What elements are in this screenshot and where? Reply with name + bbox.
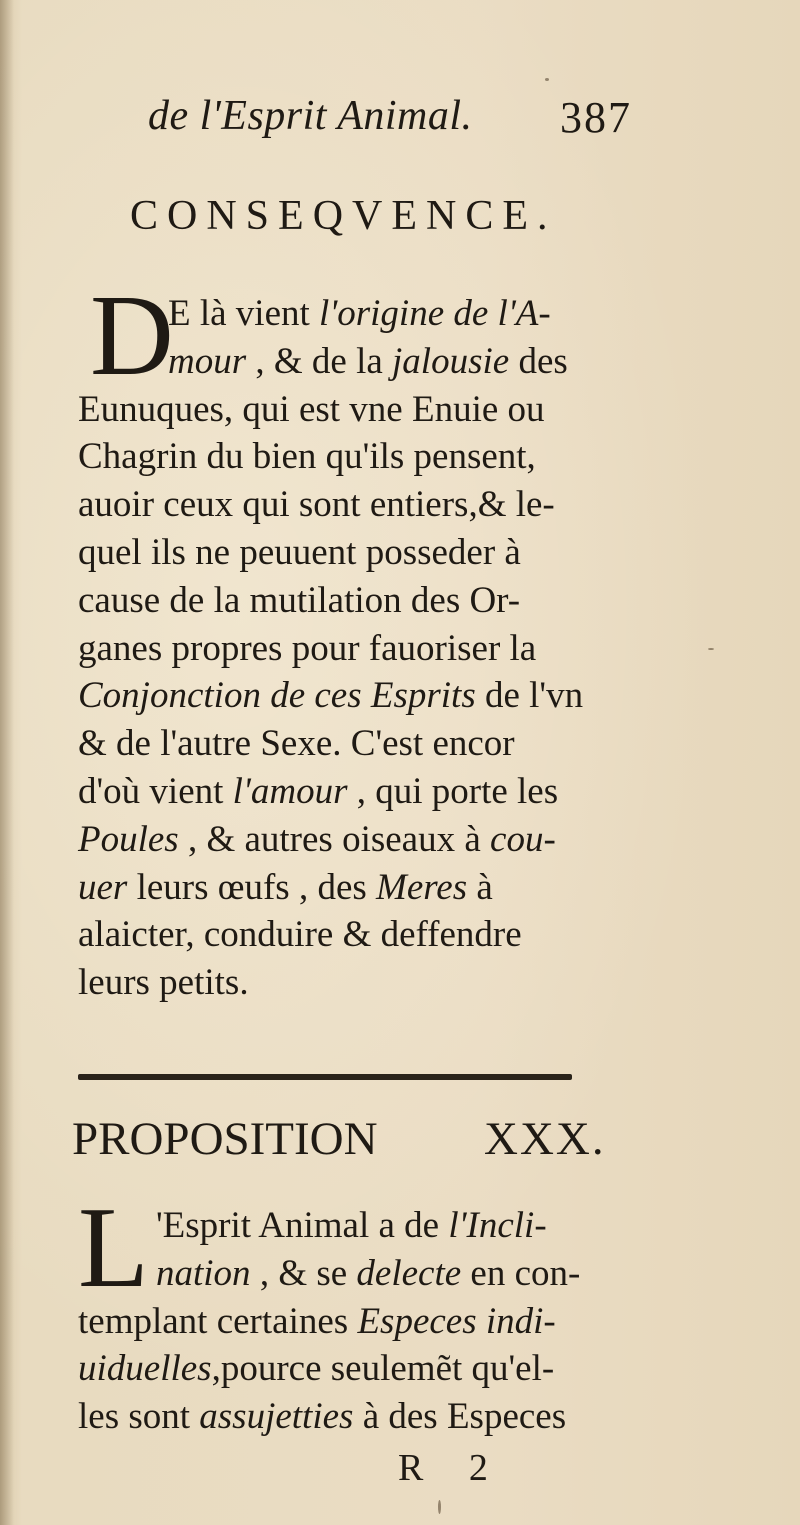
italic-text: nation	[156, 1252, 251, 1294]
page-number: 387	[560, 93, 632, 142]
drop-cap: L	[78, 1184, 149, 1312]
text-run: des	[509, 340, 568, 382]
signature-mark: R 2	[398, 1447, 506, 1489]
text-line	[78, 481, 638, 529]
text-line	[78, 816, 638, 864]
text-line	[78, 625, 638, 673]
italic-text: mour	[168, 340, 247, 382]
text-run: en con-	[461, 1252, 581, 1294]
text-run: les sont	[78, 1396, 200, 1438]
text-run: , & se	[250, 1252, 357, 1294]
text-run: Eunuques, qui est vne Enuie ou	[78, 388, 545, 430]
text-run: de l'vn	[475, 675, 584, 717]
text-run: E là vient	[168, 293, 320, 334]
text-run: & de l'autre Sexe. C'est encor	[78, 723, 515, 765]
text-run: d'où vient	[78, 770, 233, 812]
text-run: auoir ceux qui sont entiers,& le-	[78, 484, 555, 526]
text-line	[78, 1345, 638, 1393]
text-run: ,pource seulemẽt qu'el-	[211, 1348, 555, 1390]
italic-text: delecte	[356, 1252, 462, 1294]
text-run: alaicter, conduire & deffendre	[78, 914, 522, 956]
italic-text: Meres	[376, 866, 468, 908]
paper-speck	[708, 648, 714, 650]
text-line	[78, 1393, 638, 1441]
italic-text: uer	[78, 866, 128, 908]
paragraph-proposition	[78, 1184, 638, 1441]
italic-text: uiduelles	[78, 1348, 212, 1390]
text-run: leurs petits.	[78, 962, 249, 1004]
text-run: à des Especes	[353, 1396, 567, 1438]
text-line	[78, 959, 638, 1007]
text-line	[78, 1202, 638, 1250]
text-run: Chagrin du bien qu'ils pensent,	[78, 436, 536, 478]
section-rule	[78, 1074, 572, 1080]
text-line	[78, 577, 638, 625]
italic-text: jalousie	[392, 340, 510, 382]
paper-speck	[545, 78, 549, 81]
text-line	[78, 911, 638, 959]
drop-cap: D	[90, 272, 174, 400]
italic-text: Especes indi-	[357, 1300, 556, 1342]
text-run: templant certaines	[78, 1300, 358, 1342]
text-line	[78, 672, 638, 720]
section-heading: CONSEQVENCE.	[130, 193, 557, 239]
text-line	[78, 433, 638, 481]
proposition-heading: PROPOSITION	[72, 1113, 378, 1165]
text-run: , & de la	[246, 340, 393, 382]
text-run: quel ils ne peuuent posseder à	[78, 531, 521, 573]
text-line	[78, 1250, 638, 1298]
text-run: 'Esprit Animal a de	[156, 1205, 449, 1246]
proposition-number: XXX.	[484, 1113, 606, 1165]
text-line	[78, 768, 638, 816]
italic-text: assujetties	[199, 1396, 354, 1438]
paper-speck	[438, 1500, 441, 1514]
italic-text: Poules	[78, 818, 179, 860]
italic-text: cou-	[490, 818, 556, 860]
text-run: à	[467, 866, 493, 908]
text-line	[78, 720, 638, 768]
text-run: leurs œufs , des	[127, 866, 377, 908]
text-line	[78, 1298, 638, 1346]
gutter-shadow	[0, 0, 14, 1525]
text-line	[78, 864, 638, 912]
italic-text: l'Incli-	[448, 1205, 547, 1246]
text-run: cause de la mutilation des Or-	[78, 579, 521, 621]
text-run: , & autres oiseaux à	[178, 818, 491, 860]
paragraph-consequence	[78, 272, 638, 1007]
text-run: , qui porte les	[347, 770, 559, 812]
running-title: de l'Esprit Animal.	[148, 93, 473, 139]
italic-text: l'amour	[232, 770, 348, 812]
text-run: ganes propres pour fauoriser la	[78, 627, 537, 669]
italic-text: Conjonction de ces Esprits	[78, 675, 476, 717]
running-head	[148, 92, 648, 152]
italic-text: l'origine de l'A-	[319, 293, 551, 334]
text-line	[78, 529, 638, 577]
